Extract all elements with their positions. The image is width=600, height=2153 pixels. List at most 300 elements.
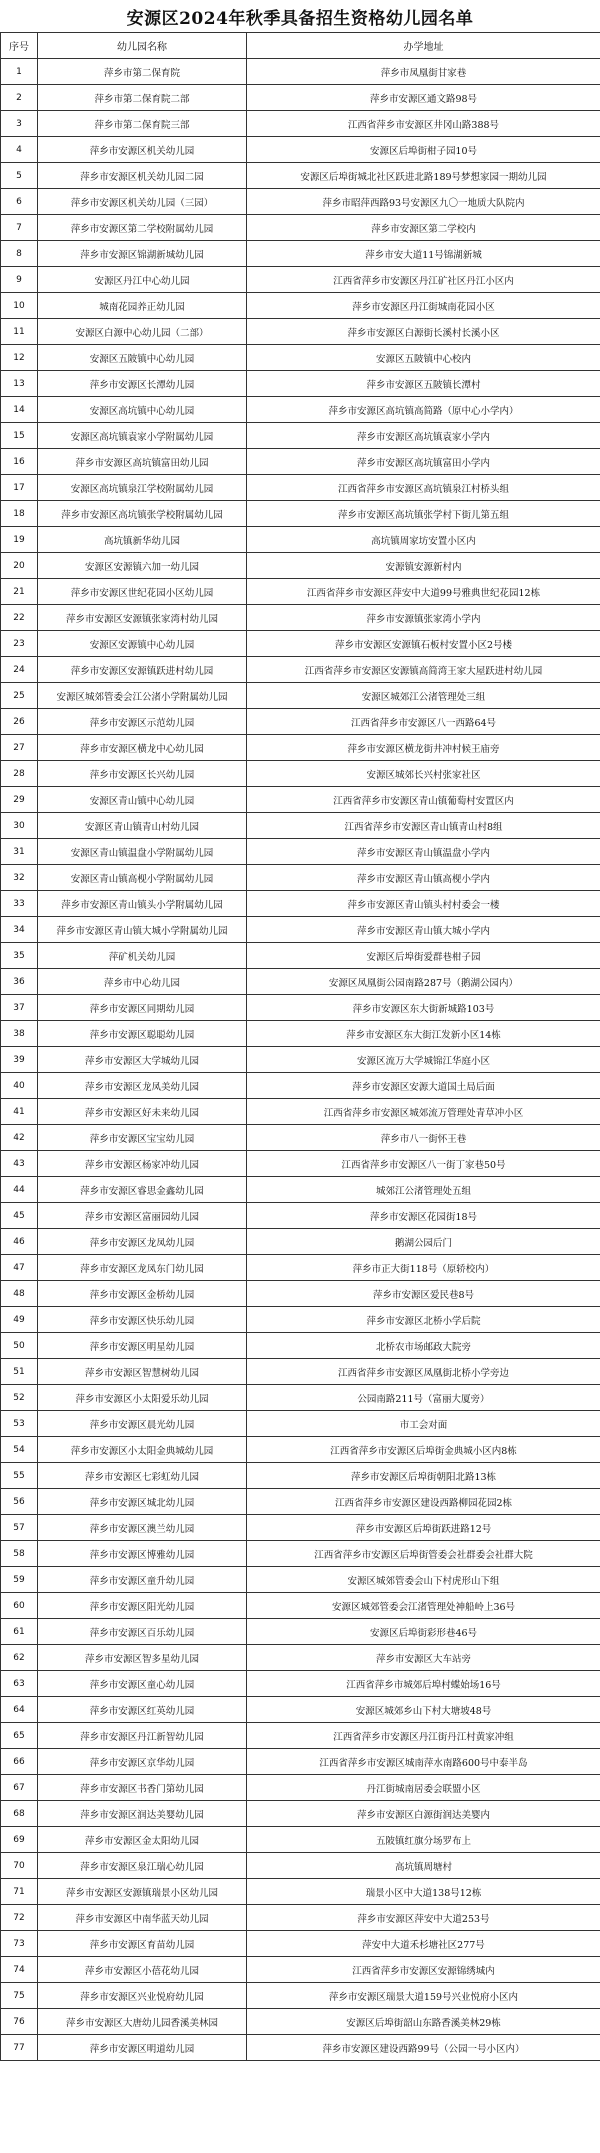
cell-address: 萍乡市安源区爱民巷8号 (247, 1281, 600, 1307)
table-row (1, 1229, 600, 1255)
cell-kindergarten-name: 萍乡市安源区明道幼儿园 (38, 2035, 247, 2061)
table-row (1, 1203, 600, 1229)
cell-index: 20 (1, 553, 38, 579)
table-row (1, 501, 600, 527)
table-row (1, 865, 600, 891)
table-row (1, 1177, 600, 1203)
cell-index: 60 (1, 1593, 38, 1619)
cell-address: 萍乡市安源区高坑镇富田小学内 (247, 449, 600, 475)
cell-index: 2 (1, 85, 38, 111)
cell-address: 城郊江公渚管理处五组 (247, 1177, 600, 1203)
cell-index: 44 (1, 1177, 38, 1203)
table-row (1, 293, 600, 319)
cell-kindergarten-name: 安源区青山镇中心幼儿园 (38, 787, 247, 813)
table-row (1, 241, 600, 267)
cell-address: 萍乡市安源区横龙街井冲村候王庙旁 (247, 735, 600, 761)
table-row (1, 1749, 600, 1775)
cell-address: 萍乡市安源区高坑镇高简路（原中心小学内） (247, 397, 600, 423)
cell-index: 54 (1, 1437, 38, 1463)
cell-index: 31 (1, 839, 38, 865)
table-row (1, 267, 600, 293)
cell-address: 安源区后埠街柑子园10号 (247, 137, 600, 163)
table-row (1, 1541, 600, 1567)
cell-kindergarten-name: 萍乡市安源区书香门第幼儿园 (38, 1775, 247, 1801)
table-row (1, 85, 600, 111)
cell-index: 3 (1, 111, 38, 137)
cell-index: 73 (1, 1931, 38, 1957)
cell-index: 37 (1, 995, 38, 1021)
cell-kindergarten-name: 高坑镇新华幼儿园 (38, 527, 247, 553)
table-row (1, 1489, 600, 1515)
cell-kindergarten-name: 萍乡市安源区龙凤幼儿园 (38, 1229, 247, 1255)
cell-kindergarten-name: 安源区青山镇青山村幼儿园 (38, 813, 247, 839)
cell-index: 75 (1, 1983, 38, 2009)
cell-kindergarten-name: 萍乡市安源区长兴幼儿园 (38, 761, 247, 787)
cell-kindergarten-name: 萍矿机关幼儿园 (38, 943, 247, 969)
cell-index: 38 (1, 1021, 38, 1047)
cell-address: 萍乡市安源区花园街18号 (247, 1203, 600, 1229)
cell-address: 萍乡市安大道11号锦湖新城 (247, 241, 600, 267)
cell-index: 42 (1, 1125, 38, 1151)
table-row (1, 1697, 600, 1723)
cell-address: 萍乡市安源区高坑镇袁家小学内 (247, 423, 600, 449)
table-row (1, 2035, 600, 2061)
cell-index: 10 (1, 293, 38, 319)
cell-address: 萍乡市凤凰街甘家巷 (247, 59, 600, 85)
cell-kindergarten-name: 萍乡市安源区小蓓花幼儿园 (38, 1957, 247, 1983)
table-row (1, 1385, 600, 1411)
cell-address: 萍乡市安源区萍安中大道253号 (247, 1905, 600, 1931)
cell-kindergarten-name: 萍乡市安源区示范幼儿园 (38, 709, 247, 735)
cell-address: 萍乡市安源区东大街新城路103号 (247, 995, 600, 1021)
table-row (1, 215, 600, 241)
table-row (1, 137, 600, 163)
cell-index: 46 (1, 1229, 38, 1255)
cell-kindergarten-name: 萍乡市安源区大唐幼儿园香溪美林园 (38, 2009, 247, 2035)
cell-kindergarten-name: 萍乡市安源区中南华蓝天幼儿园 (38, 1905, 247, 1931)
cell-kindergarten-name: 萍乡市安源区第二学校附属幼儿园 (38, 215, 247, 241)
cell-kindergarten-name: 萍乡市安源区机关幼儿园二园 (38, 163, 247, 189)
kindergarten-table (0, 32, 600, 2061)
cell-index: 71 (1, 1879, 38, 1905)
cell-index: 7 (1, 215, 38, 241)
table-body (1, 59, 600, 2061)
cell-kindergarten-name: 萍乡市安源区横龙中心幼儿园 (38, 735, 247, 761)
table-row (1, 1619, 600, 1645)
cell-kindergarten-name: 萍乡市安源区澳兰幼儿园 (38, 1515, 247, 1541)
cell-index: 1 (1, 59, 38, 85)
table-row (1, 371, 600, 397)
cell-address: 江西省萍乡市安源区凤凰街北桥小学旁边 (247, 1359, 600, 1385)
cell-index: 34 (1, 917, 38, 943)
cell-kindergarten-name: 萍乡市安源区快乐幼儿园 (38, 1307, 247, 1333)
table-row (1, 319, 600, 345)
table-row (1, 1333, 600, 1359)
cell-address: 市工会对面 (247, 1411, 600, 1437)
cell-index: 49 (1, 1307, 38, 1333)
cell-address: 安源区流万大学城锦江华庭小区 (247, 1047, 600, 1073)
cell-address: 安源区凤凰街公园南路287号（鹅湖公园内） (247, 969, 600, 995)
cell-kindergarten-name: 萍乡市安源区城北幼儿园 (38, 1489, 247, 1515)
cell-kindergarten-name: 萍乡市安源区金太阳幼儿园 (38, 1827, 247, 1853)
cell-kindergarten-name: 萍乡市安源区智多星幼儿园 (38, 1645, 247, 1671)
cell-kindergarten-name: 萍乡市中心幼儿园 (38, 969, 247, 995)
table-row (1, 1437, 600, 1463)
cell-index: 21 (1, 579, 38, 605)
cell-address: 江西省萍乡市安源区八一西路64号 (247, 709, 600, 735)
cell-index: 33 (1, 891, 38, 917)
cell-kindergarten-name: 萍乡市安源区长潭幼儿园 (38, 371, 247, 397)
cell-address: 公园南路211号（富丽大厦旁） (247, 1385, 600, 1411)
cell-address: 江西省萍乡市安源区丹江街丹江村黄家冲组 (247, 1723, 600, 1749)
cell-index: 26 (1, 709, 38, 735)
cell-index: 11 (1, 319, 38, 345)
cell-address: 萍乡市昭萍西路93号安源区九〇一地质大队院内 (247, 189, 600, 215)
table-row (1, 1879, 600, 1905)
cell-kindergarten-name: 城南花园养正幼儿园 (38, 293, 247, 319)
table-row (1, 1411, 600, 1437)
cell-address: 江西省萍乡市安源区城南萍水南路600号中泰半岛 (247, 1749, 600, 1775)
cell-kindergarten-name: 萍乡市安源区红英幼儿园 (38, 1697, 247, 1723)
cell-address: 萍乡市安源区大车站旁 (247, 1645, 600, 1671)
cell-kindergarten-name: 萍乡市安源区睿思金鑫幼儿园 (38, 1177, 247, 1203)
cell-address: 江西省萍乡市安源区青山镇青山村8组 (247, 813, 600, 839)
cell-address: 萍乡市安源区安源镇石板村安置小区2号楼 (247, 631, 600, 657)
cell-index: 6 (1, 189, 38, 215)
cell-kindergarten-name: 萍乡市安源区安源镇跃进村幼儿园 (38, 657, 247, 683)
cell-address: 瑞景小区中大道138号12栋 (247, 1879, 600, 1905)
table-row (1, 1463, 600, 1489)
cell-index: 51 (1, 1359, 38, 1385)
table-row (1, 1775, 600, 1801)
cell-index: 29 (1, 787, 38, 813)
cell-address: 萍乡市安源区通文路98号 (247, 85, 600, 111)
cell-index: 9 (1, 267, 38, 293)
cell-index: 66 (1, 1749, 38, 1775)
cell-kindergarten-name: 萍乡市安源区晨光幼儿园 (38, 1411, 247, 1437)
cell-kindergarten-name: 萍乡市安源区聪聪幼儿园 (38, 1021, 247, 1047)
cell-address: 江西省萍乡市安源区萍安中大道99号雅典世纪花园12栋 (247, 579, 600, 605)
cell-index: 77 (1, 2035, 38, 2061)
cell-address: 北桥农市场邮政大院旁 (247, 1333, 600, 1359)
cell-index: 18 (1, 501, 38, 527)
table-row (1, 631, 600, 657)
cell-index: 23 (1, 631, 38, 657)
cell-index: 27 (1, 735, 38, 761)
table-row (1, 111, 600, 137)
table-row (1, 1281, 600, 1307)
cell-kindergarten-name: 萍乡市安源区好未来幼儿园 (38, 1099, 247, 1125)
table-row (1, 1567, 600, 1593)
cell-address: 萍乡市八一街怀王巷 (247, 1125, 600, 1151)
cell-index: 30 (1, 813, 38, 839)
cell-index: 64 (1, 1697, 38, 1723)
header-name: 幼儿园名称 (38, 33, 247, 59)
table-row (1, 813, 600, 839)
cell-kindergarten-name: 萍乡市安源区高坑镇张学校附属幼儿园 (38, 501, 247, 527)
cell-address: 江西省萍乡市安源区八一街丁家巷50号 (247, 1151, 600, 1177)
cell-index: 61 (1, 1619, 38, 1645)
cell-kindergarten-name: 萍乡市安源区小太阳金典城幼儿园 (38, 1437, 247, 1463)
table-row (1, 527, 600, 553)
cell-index: 32 (1, 865, 38, 891)
cell-address: 萍乡市安源区青山镇高枧小学内 (247, 865, 600, 891)
cell-index: 72 (1, 1905, 38, 1931)
cell-address: 安源镇安源新村内 (247, 553, 600, 579)
table-row (1, 1021, 600, 1047)
cell-address: 安源区城郊管委会江渚管理处神船岭上36号 (247, 1593, 600, 1619)
cell-kindergarten-name: 安源区城郊管委会江公渚小学附属幼儿园 (38, 683, 247, 709)
cell-kindergarten-name: 萍乡市安源区杨家冲幼儿园 (38, 1151, 247, 1177)
cell-address: 萍乡市正大街118号（原轿校内） (247, 1255, 600, 1281)
cell-address: 丹江街城南居委会联盟小区 (247, 1775, 600, 1801)
cell-address: 江西省萍乡市安源区建设西路柳园花园2栋 (247, 1489, 600, 1515)
cell-kindergarten-name: 萍乡市安源区金桥幼儿园 (38, 1281, 247, 1307)
cell-kindergarten-name: 安源区高坑镇中心幼儿园 (38, 397, 247, 423)
table-row (1, 553, 600, 579)
cell-kindergarten-name: 萍乡市安源区安源镇瑞景小区幼儿园 (38, 1879, 247, 1905)
cell-address: 萍安中大道禾杉塘社区277号 (247, 1931, 600, 1957)
table-row (1, 787, 600, 813)
cell-index: 55 (1, 1463, 38, 1489)
cell-address: 江西省萍乡市安源区高坑镇泉江村桥头组 (247, 475, 600, 501)
cell-kindergarten-name: 萍乡市安源区丹江新智幼儿园 (38, 1723, 247, 1749)
table-row (1, 1307, 600, 1333)
table-row (1, 1905, 600, 1931)
table-row (1, 1671, 600, 1697)
table-row (1, 59, 600, 85)
cell-address: 安源区后埠街彩形巷46号 (247, 1619, 600, 1645)
cell-kindergarten-name: 安源区丹江中心幼儿园 (38, 267, 247, 293)
header-index: 序号 (1, 33, 38, 59)
cell-index: 70 (1, 1853, 38, 1879)
table-row (1, 839, 600, 865)
cell-kindergarten-name: 萍乡市安源区机关幼儿园（三园） (38, 189, 247, 215)
cell-index: 68 (1, 1801, 38, 1827)
cell-kindergarten-name: 萍乡市安源区龙凤美幼儿园 (38, 1073, 247, 1099)
cell-kindergarten-name: 安源区青山镇高枧小学附属幼儿园 (38, 865, 247, 891)
cell-kindergarten-name: 安源区安源镇中心幼儿园 (38, 631, 247, 657)
cell-index: 45 (1, 1203, 38, 1229)
table-row (1, 1151, 600, 1177)
cell-index: 22 (1, 605, 38, 631)
cell-address: 江西省萍乡市城郊后埠村蝶始场16号 (247, 1671, 600, 1697)
cell-address: 萍乡市安源区五陂镇长潭村 (247, 371, 600, 397)
cell-address: 安源区城郊长兴村张家社区 (247, 761, 600, 787)
cell-kindergarten-name: 萍乡市安源区百乐幼儿园 (38, 1619, 247, 1645)
cell-index: 56 (1, 1489, 38, 1515)
cell-address: 江西省萍乡市安源区安源锦绣城内 (247, 1957, 600, 1983)
table-row (1, 1645, 600, 1671)
cell-index: 41 (1, 1099, 38, 1125)
cell-index: 17 (1, 475, 38, 501)
table-row (1, 163, 600, 189)
cell-kindergarten-name: 萍乡市安源区育苗幼儿园 (38, 1931, 247, 1957)
cell-address: 萍乡市安源区北桥小学后院 (247, 1307, 600, 1333)
table-row (1, 709, 600, 735)
cell-index: 52 (1, 1385, 38, 1411)
cell-index: 48 (1, 1281, 38, 1307)
cell-kindergarten-name: 萍乡市安源区同期幼儿园 (38, 995, 247, 1021)
cell-address: 江西省萍乡市安源区井冈山路388号 (247, 111, 600, 137)
cell-kindergarten-name: 萍乡市安源区世纪花园小区幼儿园 (38, 579, 247, 605)
cell-kindergarten-name: 萍乡市第二保育院二部 (38, 85, 247, 111)
cell-index: 4 (1, 137, 38, 163)
cell-kindergarten-name: 萍乡市安源区机关幼儿园 (38, 137, 247, 163)
table-row (1, 345, 600, 371)
table-row (1, 1125, 600, 1151)
table-row (1, 1801, 600, 1827)
cell-kindergarten-name: 萍乡市安源区高坑镇富田幼儿园 (38, 449, 247, 475)
cell-kindergarten-name: 萍乡市安源区智慧树幼儿园 (38, 1359, 247, 1385)
cell-kindergarten-name: 萍乡市安源区青山镇大城小学附属幼儿园 (38, 917, 247, 943)
cell-index: 19 (1, 527, 38, 553)
cell-address: 江西省萍乡市安源区安源镇高简湾王家大屋跃进村幼儿园 (247, 657, 600, 683)
table-row (1, 1073, 600, 1099)
cell-kindergarten-name: 安源区白源中心幼儿园（二部） (38, 319, 247, 345)
cell-address: 萍乡市安源区青山镇大城小学内 (247, 917, 600, 943)
cell-kindergarten-name: 萍乡市安源区宝宝幼儿园 (38, 1125, 247, 1151)
cell-kindergarten-name: 萍乡市安源区富丽园幼儿园 (38, 1203, 247, 1229)
cell-index: 59 (1, 1567, 38, 1593)
cell-index: 24 (1, 657, 38, 683)
cell-address: 萍乡市安源区安源大道国土局后面 (247, 1073, 600, 1099)
header-address: 办学地址 (247, 33, 600, 59)
table-row (1, 189, 600, 215)
table-row (1, 1957, 600, 1983)
table-row (1, 943, 600, 969)
cell-index: 65 (1, 1723, 38, 1749)
cell-address: 萍乡市安源区建设西路99号（公园一号小区内） (247, 2035, 600, 2061)
cell-kindergarten-name: 萍乡市安源区安源镇张家湾村幼儿园 (38, 605, 247, 631)
cell-address: 萍乡市安源区白源街润达美婴内 (247, 1801, 600, 1827)
cell-kindergarten-name: 萍乡市第二保育院 (38, 59, 247, 85)
table-row (1, 1931, 600, 1957)
cell-index: 67 (1, 1775, 38, 1801)
table-row (1, 761, 600, 787)
cell-address: 江西省萍乡市安源区后埠街管委会社群委会社群大院 (247, 1541, 600, 1567)
cell-index: 13 (1, 371, 38, 397)
cell-index: 69 (1, 1827, 38, 1853)
cell-index: 57 (1, 1515, 38, 1541)
table-row (1, 423, 600, 449)
cell-kindergarten-name: 萍乡市安源区青山镇头小学附属幼儿园 (38, 891, 247, 917)
table-row (1, 891, 600, 917)
cell-address: 萍乡市安源区高坑镇张学村下街儿第五组 (247, 501, 600, 527)
cell-address: 萍乡市安源区白源街长溪村长溪小区 (247, 319, 600, 345)
cell-index: 40 (1, 1073, 38, 1099)
cell-index: 12 (1, 345, 38, 371)
cell-kindergarten-name: 萍乡市安源区锦湖新城幼儿园 (38, 241, 247, 267)
cell-index: 15 (1, 423, 38, 449)
table-row (1, 735, 600, 761)
cell-kindergarten-name: 萍乡市安源区龙凤东门幼儿园 (38, 1255, 247, 1281)
cell-kindergarten-name: 安源区高坑镇袁家小学附属幼儿园 (38, 423, 247, 449)
cell-kindergarten-name: 安源区青山镇温盘小学附属幼儿园 (38, 839, 247, 865)
table-row (1, 917, 600, 943)
cell-index: 14 (1, 397, 38, 423)
table-header-row (1, 33, 600, 59)
cell-address: 安源区五陂镇中心校内 (247, 345, 600, 371)
cell-index: 53 (1, 1411, 38, 1437)
cell-kindergarten-name: 安源区安源镇六加一幼儿园 (38, 553, 247, 579)
cell-address: 江西省萍乡市安源区城郊流万管理处青草冲小区 (247, 1099, 600, 1125)
cell-address: 安源区城郊管委会山下村虎形山下组 (247, 1567, 600, 1593)
cell-index: 43 (1, 1151, 38, 1177)
cell-kindergarten-name: 萍乡市安源区大学城幼儿园 (38, 1047, 247, 1073)
cell-kindergarten-name: 萍乡市安源区润达美婴幼儿园 (38, 1801, 247, 1827)
cell-address: 高坑镇周塘村 (247, 1853, 600, 1879)
cell-address: 萍乡市安源区瑞景大道159号兴业悦府小区内 (247, 1983, 600, 2009)
cell-address: 安源区城郊乡山下村大塘坡48号 (247, 1697, 600, 1723)
cell-address: 萍乡市安源区丹江街城南花园小区 (247, 293, 600, 319)
cell-index: 28 (1, 761, 38, 787)
cell-index: 47 (1, 1255, 38, 1281)
cell-index: 25 (1, 683, 38, 709)
table-row (1, 1827, 600, 1853)
table-row (1, 657, 600, 683)
table-row (1, 995, 600, 1021)
cell-kindergarten-name: 萍乡市安源区童心幼儿园 (38, 1671, 247, 1697)
cell-index: 35 (1, 943, 38, 969)
cell-address: 高坑镇周家坊安置小区内 (247, 527, 600, 553)
cell-kindergarten-name: 萍乡市安源区小太阳爱乐幼儿园 (38, 1385, 247, 1411)
table-row (1, 397, 600, 423)
table-row (1, 605, 600, 631)
cell-address: 五陂镇红旗分场罗布上 (247, 1827, 600, 1853)
cell-index: 5 (1, 163, 38, 189)
cell-index: 50 (1, 1333, 38, 1359)
cell-address: 萍乡市安源镇张家湾小学内 (247, 605, 600, 631)
cell-kindergarten-name: 萍乡市安源区泉江瑞心幼儿园 (38, 1853, 247, 1879)
cell-index: 16 (1, 449, 38, 475)
cell-index: 63 (1, 1671, 38, 1697)
table-row (1, 1047, 600, 1073)
cell-index: 76 (1, 2009, 38, 2035)
cell-index: 36 (1, 969, 38, 995)
cell-kindergarten-name: 萍乡市安源区七彩虹幼儿园 (38, 1463, 247, 1489)
table-row (1, 1099, 600, 1125)
cell-address: 安源区后埠街爱群巷柑子园 (247, 943, 600, 969)
cell-kindergarten-name: 安源区五陂镇中心幼儿园 (38, 345, 247, 371)
cell-kindergarten-name: 萍乡市安源区阳光幼儿园 (38, 1593, 247, 1619)
cell-kindergarten-name: 萍乡市安源区童升幼儿园 (38, 1567, 247, 1593)
cell-kindergarten-name: 安源区高坑镇泉江学校附属幼儿园 (38, 475, 247, 501)
cell-index: 62 (1, 1645, 38, 1671)
cell-index: 8 (1, 241, 38, 267)
cell-kindergarten-name: 萍乡市安源区京华幼儿园 (38, 1749, 247, 1775)
cell-kindergarten-name: 萍乡市第二保育院三部 (38, 111, 247, 137)
cell-address: 江西省萍乡市安源区丹江矿社区丹江小区内 (247, 267, 600, 293)
cell-address: 萍乡市安源区后埠街朝阳北路13栋 (247, 1463, 600, 1489)
cell-address: 鹅湖公园后门 (247, 1229, 600, 1255)
table-row (1, 1515, 600, 1541)
cell-index: 74 (1, 1957, 38, 1983)
table-row (1, 1359, 600, 1385)
table-row (1, 1853, 600, 1879)
table-row (1, 475, 600, 501)
table-row (1, 969, 600, 995)
table-row (1, 2009, 600, 2035)
document-title: 安源区2024年秋季具备招生资格幼儿园名单 (126, 9, 474, 29)
cell-address: 江西省萍乡市安源区后埠街金典城小区内8栋 (247, 1437, 600, 1463)
cell-address: 萍乡市安源区后埠街跃进路12号 (247, 1515, 600, 1541)
cell-kindergarten-name: 萍乡市安源区博雅幼儿园 (38, 1541, 247, 1567)
cell-address: 安源区后埠街韶山东路香溪美林29栋 (247, 2009, 600, 2035)
cell-address: 萍乡市安源区青山镇温盘小学内 (247, 839, 600, 865)
table-row (1, 1983, 600, 2009)
cell-kindergarten-name: 萍乡市安源区明星幼儿园 (38, 1333, 247, 1359)
